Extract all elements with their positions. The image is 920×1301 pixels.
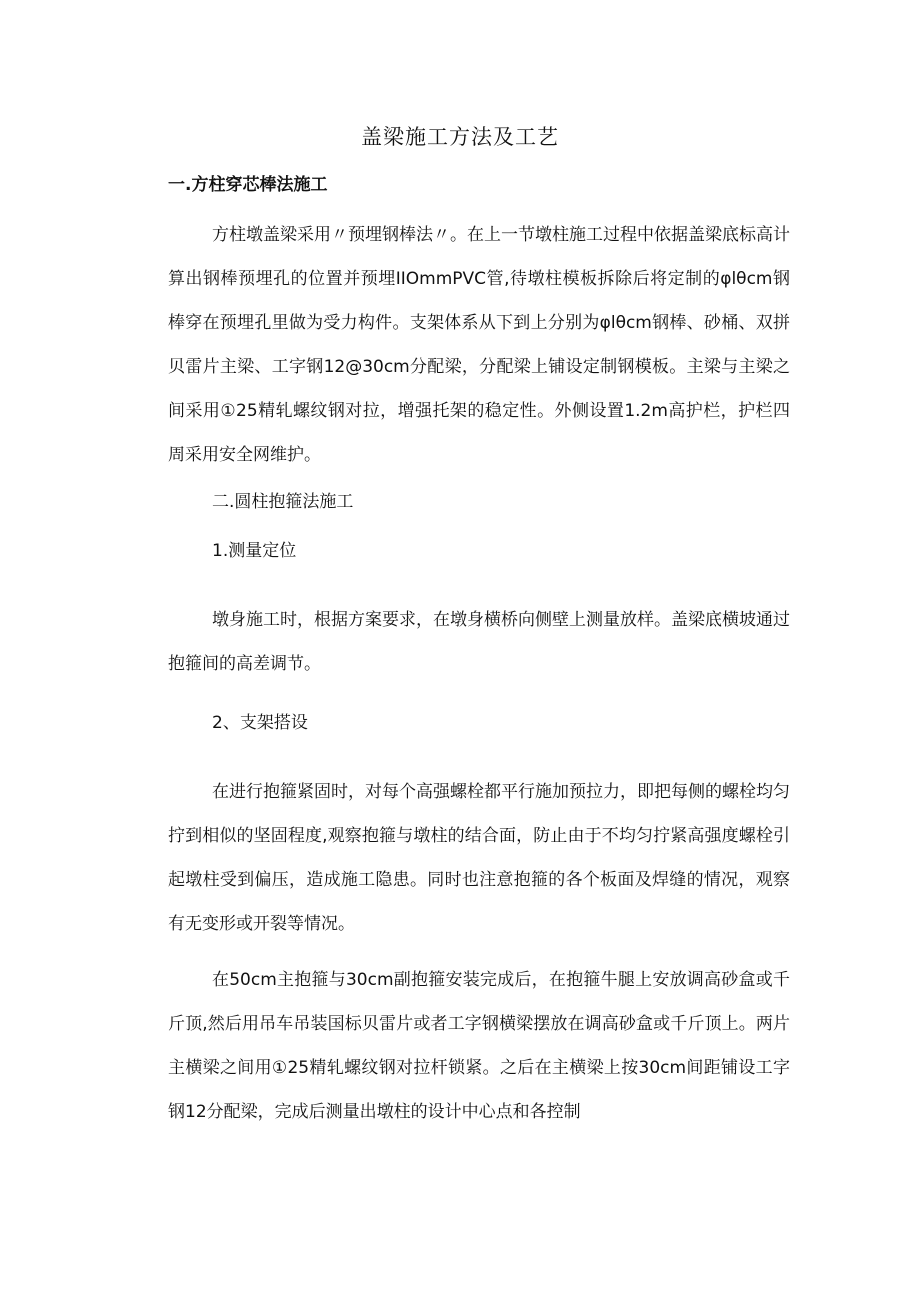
subsection-heading-survey: 1.测量定位	[212, 541, 297, 561]
paragraph-support-installation: 在50cm主抱箍与30cm副抱箍安装完成后，在抱箍牛腿上安放调高砂盒或千斤顶,然后用吊车吊装国标贝雷片或者工字钢横梁摆放在调高砂盒或千斤顶上。两片主横梁之间用①25精轧螺纹钢对拉杆锁紧。之后在主横梁上按30cm间距铺设工字钢12分配梁，完成后测量出墩柱的设计中心点和各控制	[168, 970, 790, 1122]
paragraph-survey: 墩身施工时，根据方案要求，在墩身横桥向侧壁上测量放样。盖梁底横坡通过抱箍间的高差调节。	[168, 610, 790, 674]
paragraph-square-column-method: 方柱墩盖梁采用〃预埋钢棒法〃。在上一节墩柱施工过程中依据盖梁底标高计算出钢棒预埋孔的位置并预埋IIOmmPVC管,待墩柱模板拆除后将定制的φlθcm钢棒穿在预埋孔里做为受力构件。支架体系从下到上分别为φlθcm钢棒、砂桶、双拼贝雷片主梁、工字钢12@30cm分配梁，分配梁上铺设定制钢模板。主梁与主梁之间采用①25精轧螺纹钢对拉，增强托架的稳定性。外侧设置1.2m高护栏，护栏四周采用安全网维护。	[168, 225, 790, 465]
subsection-heading-support: 2、支架搭设	[212, 713, 308, 733]
document-title: 盖梁施工方法及工艺	[361, 125, 559, 149]
section-heading-square-column: 一.方柱穿芯棒法施工	[168, 175, 328, 195]
paragraph-support-tightening: 在进行抱箍紧固时，对每个高强螺栓都平行施加预拉力，即把每侧的螺栓均匀拧到相似的坚固程度,观察抱箍与墩柱的结合面，防止由于不均匀拧紧高强度螺栓引起墩柱受到偏压，造成施工隐患。同时也注意抱箍的各个板面及焊缝的情况，观察有无变形或开裂等情况。	[168, 782, 790, 934]
section-heading-round-column: 二.圆柱抱箍法施工	[212, 492, 354, 512]
